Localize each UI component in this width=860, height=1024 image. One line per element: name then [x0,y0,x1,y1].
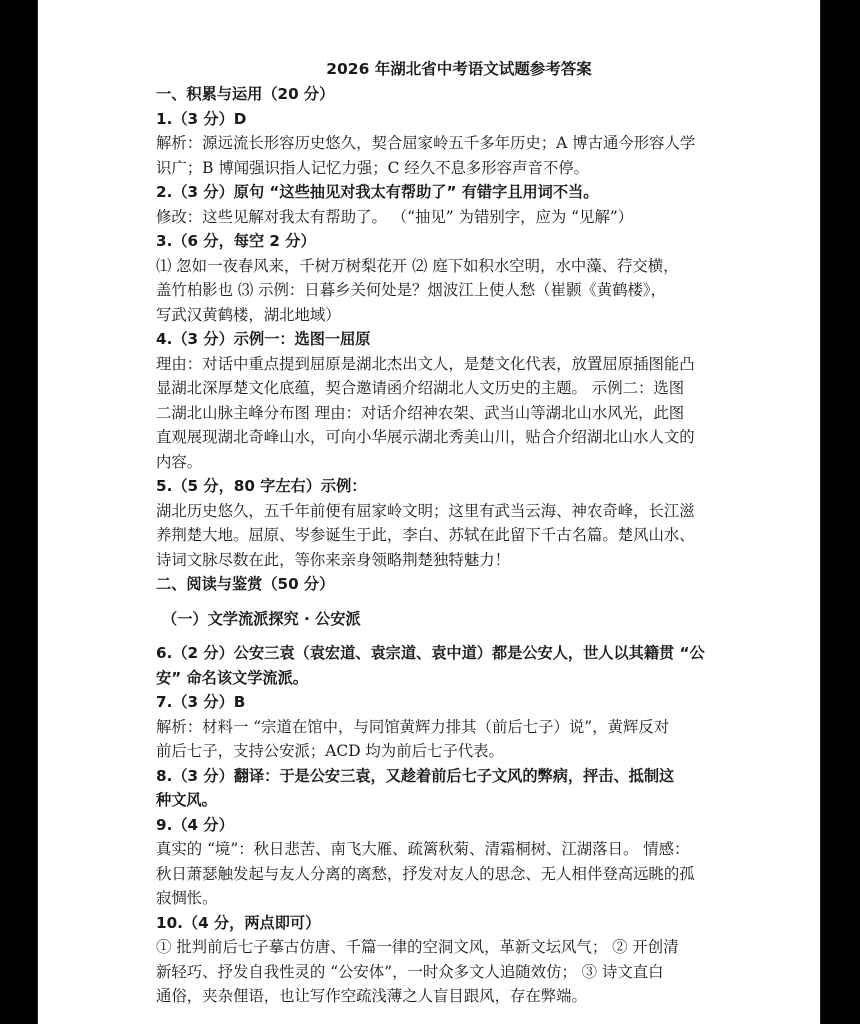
answer-line: 通俗，夹杂俚语，也让写作空疏浅薄之人盲目跟风，存在弊端。 [156,987,587,1005]
document-title: 2026 年湖北省中考语文试题参考答案 [326,60,592,78]
question-heading: 2.（3 分）原句 “这些抽见对我太有帮助了” 有错字且用词不当。 [156,183,599,201]
answer-line: 盖竹柏影也 ⑶ 示例：日暮乡关何处是？烟波江上使人愁（崔颢《黄鹤楼》， [156,281,666,299]
question-heading: 安” 命名该文学流派。 [156,668,308,687]
question-heading: 6.（2 分）公安三袁（袁宏道、袁宗道、袁中道）都是公安人，世人以其籍贯 “公 [156,644,705,662]
question-heading: 种文风。 [156,791,217,809]
section-heading: 二、阅读与鉴赏（50 分） [156,575,335,593]
answer-line: 解析：源远流长形容历史悠久，契合屈家岭五千多年历史；A 博古通今形容人学 [156,134,696,152]
answer-line: 显湖北深厚楚文化底蕴，契合邀请函介绍湖北人文历史的主题。 示例二：选图 [156,379,685,397]
question-heading: 8.（3 分）翻译：于是公安三袁，又趁着前后七子文风的弊病，抨击、抵制这 [156,766,675,785]
question-heading: 10.（4 分，两点即可） [156,913,321,932]
answer-line: 诗词文脉尽数在此，等你来亲身领略荆楚独特魅力！ [156,550,510,569]
question-heading: 3.（6 分，每空 2 分） [156,232,316,250]
document-content [156,58,762,1009]
document-page [38,0,820,1024]
answer-line: 养荆楚大地。屈原、岑参诞生于此，李白、苏轼在此留下千古名篇。楚风山水、 [156,526,695,544]
line-gap [156,597,762,607]
answer-line: 直观展现湖北奇峰山水，可向小华展示湖北秀美山川，贴合介绍湖北山水人文的 [156,428,695,446]
subsection-heading: （一）文学流派探究 · 公安派 [162,609,361,628]
answer-line: ⑴ 忽如一夜春风来，千树万树梨花开 ⑵ 庭下如积水空明，水中藻、荇交横， [156,256,679,275]
question-heading: 1.（3 分）D [156,109,247,128]
answer-line: 写武汉黄鹤楼，湖北地域） [156,305,341,324]
answer-lines [156,82,762,1009]
section-heading: 一、积累与运用（20 分） [156,85,335,103]
answer-line: 理由：对话中重点提到屈原是湖北杰出文人，是楚文化代表，放置屈原插图能凸 [156,354,695,373]
question-heading: 9.（4 分） [156,815,234,834]
answer-line: 寂惆怅。 [156,889,218,907]
answer-line: ① 批判前后七子摹古仿唐、千篇一律的空洞文风，革新文坛风气； ② 开创清 [156,938,679,956]
answer-line: 修改：这些见解对我太有帮助了。 （“抽见” 为错别字，应为 “见解”） [156,207,634,226]
answer-line: 识广；B 博闻强识指人记忆力强；C 经久不息多形容声音不停。 [156,158,590,177]
answer-line: 秋日萧瑟触发起与友人分离的离愁，抒发对友人的思念、无人相伴登高远眺的孤 [156,864,695,883]
answer-line: 新轻巧、抒发自我性灵的 “公安体”，一时众多文人追随效仿； ③ 诗文直白 [156,962,664,981]
question-heading: 7.（3 分）B [156,693,246,711]
question-heading: 5.（5 分，80 字左右）示例： [156,477,367,495]
answer-line: 湖北历史悠久，五千年前便有屈家岭文明；这里有武当云海、神农奇峰，长江滋 [156,501,695,520]
answer-line: 解析：材料一 “宗道在馆中，与同馆黄辉力排其（前后七子）说”，黄辉反对 [156,717,670,736]
answer-line: 内容。 [156,452,203,471]
line-gap [156,631,762,641]
question-heading: 4.（3 分）示例一：选图一屈原 [156,330,371,348]
answer-line: 真实的 “境”：秋日悲苦、南飞大雁、疏篱秋菊、清霜桐树、江湖落日。 情感： [156,840,690,858]
answer-line: 前后七子，支持公安派；ACD 均为前后七子代表。 [156,742,504,760]
answer-line: 二湖北山脉主峰分布图 理由：对话介绍神农架、武当山等湖北山水风光，此图 [156,403,685,422]
